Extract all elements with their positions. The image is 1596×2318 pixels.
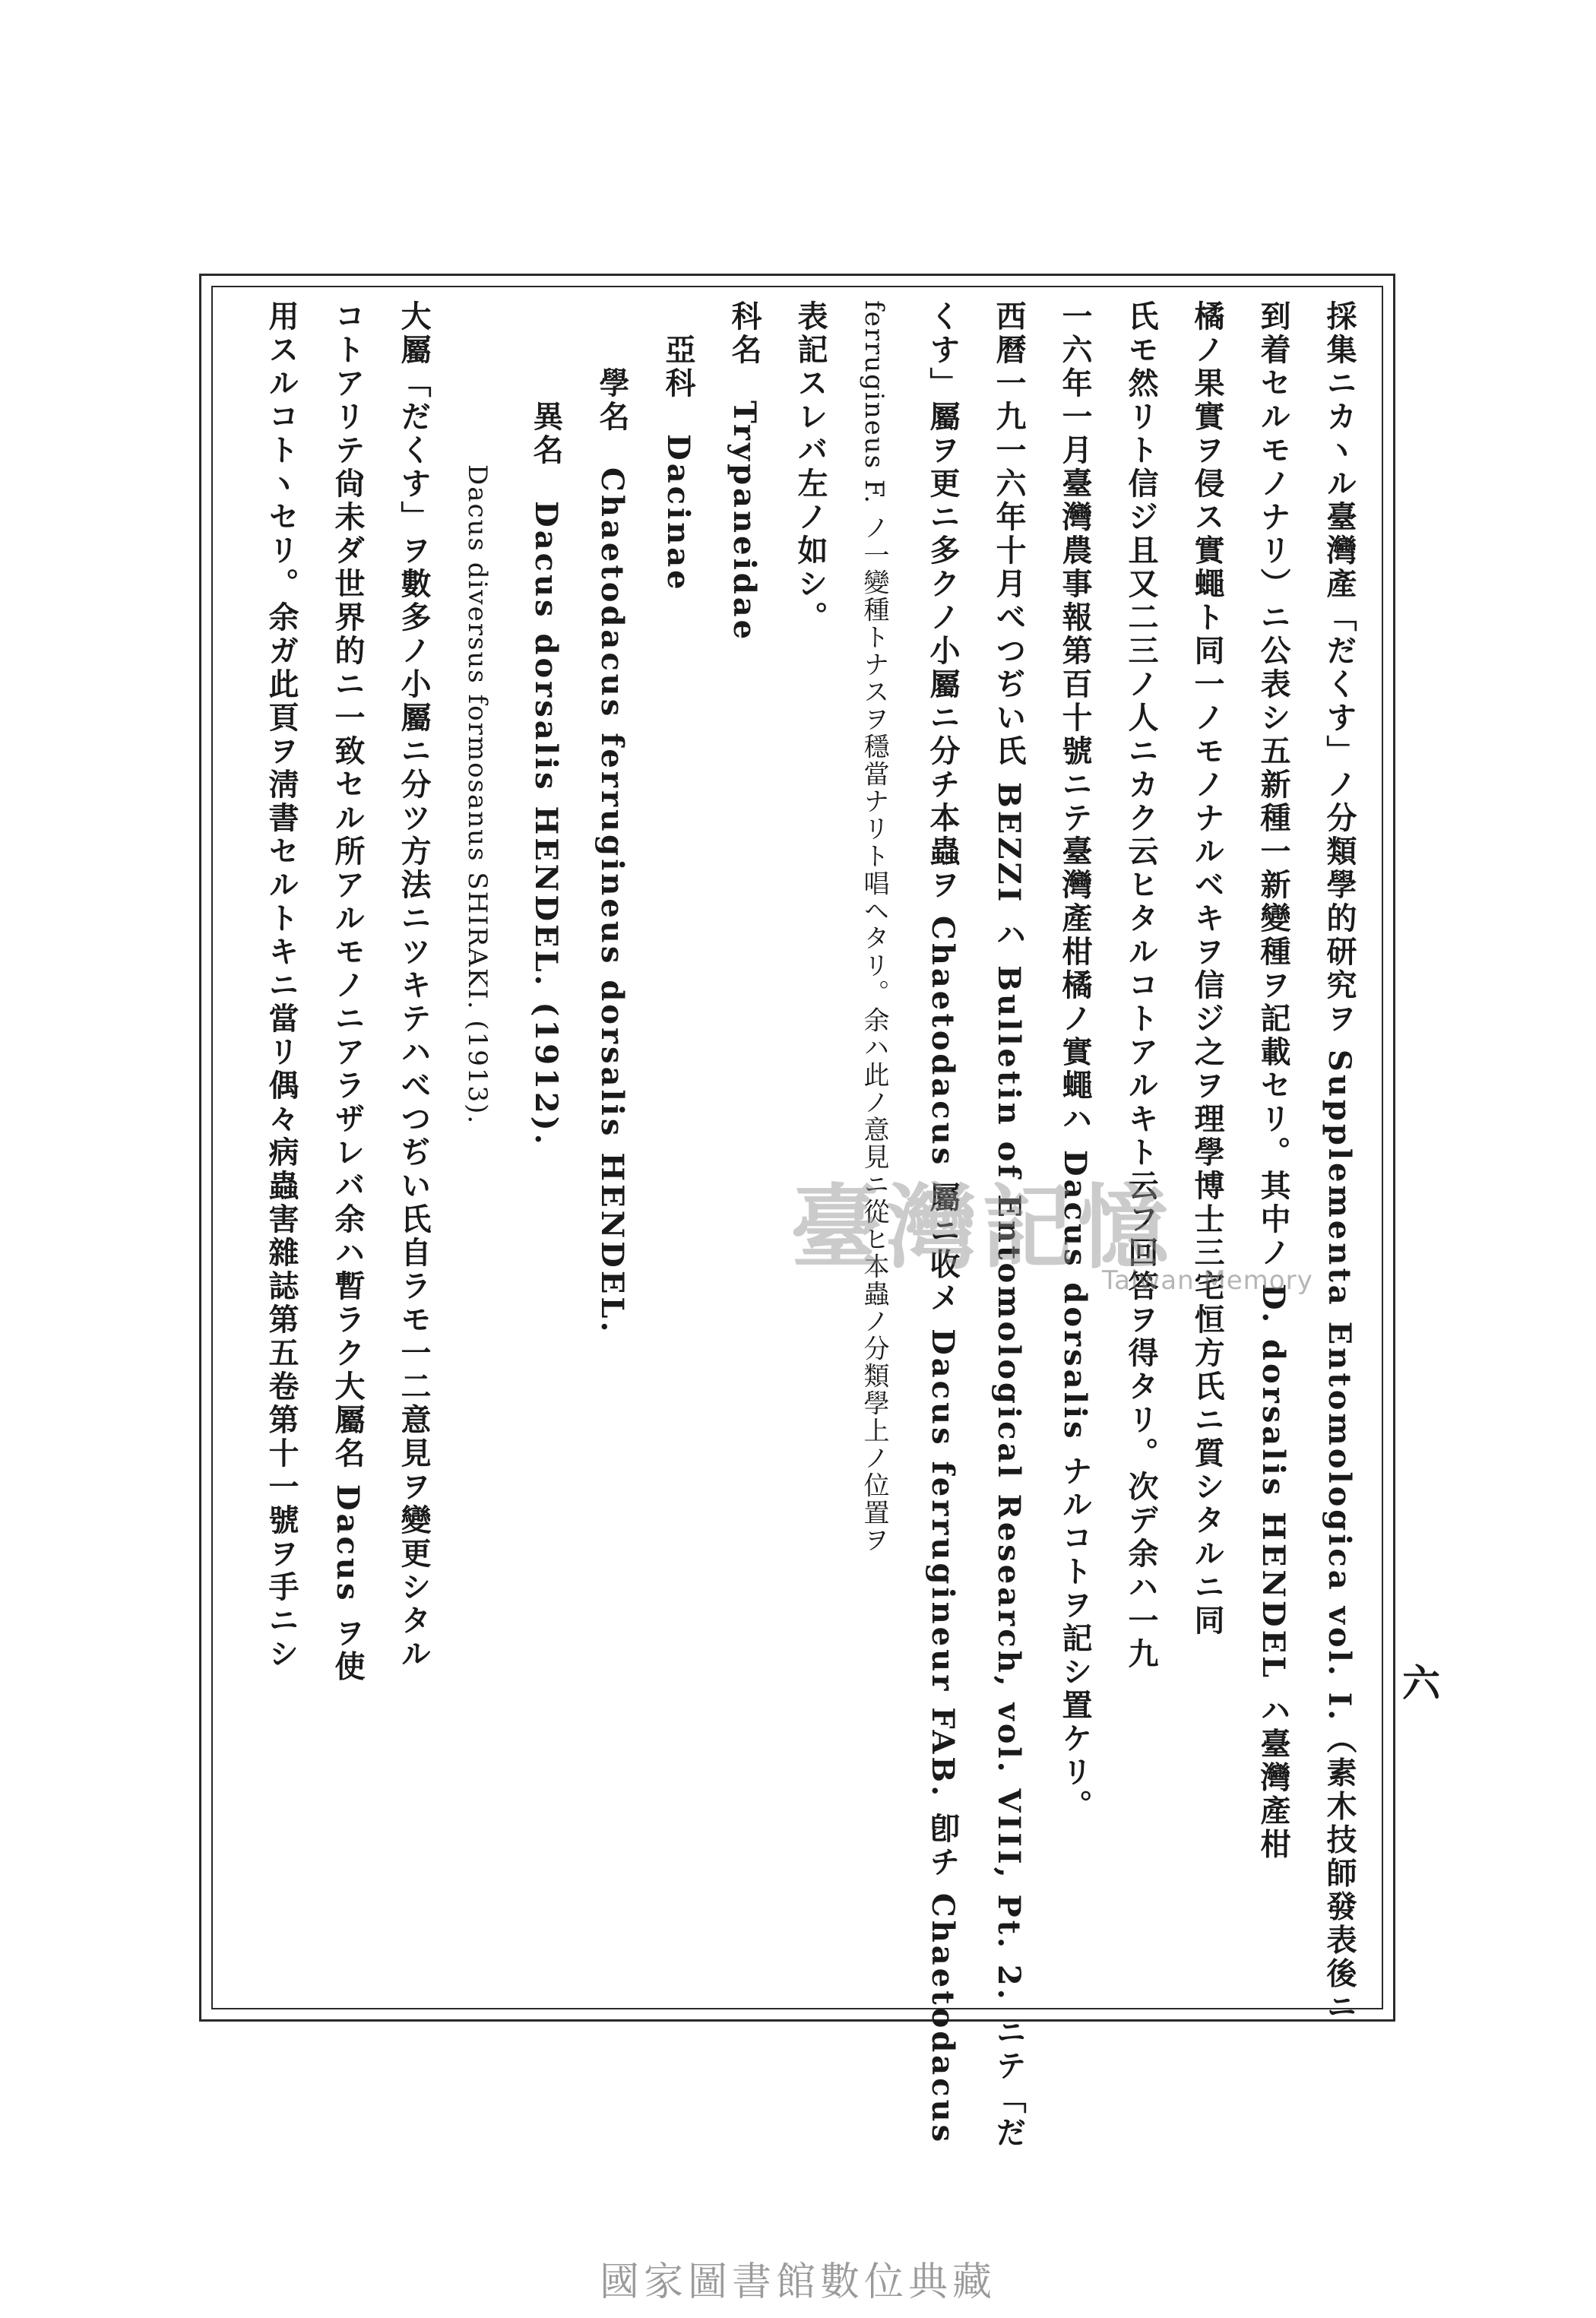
text-column: 表記スレバ左ノ如シ。	[793, 300, 828, 635]
scientific-name-line: 學名 Chaetodacus ferrugineus dorsalis HENDEL.	[594, 300, 630, 1335]
text-column: 一六年一月臺灣農事報第百十號ニテ臺灣產柑橘ノ實蠅ハ Dacus dorsalis ナルコトヲ記シ置ケリ。	[1057, 300, 1093, 1823]
text-column: 用スルコトヽセリ。余ガ此頁ヲ淸書セルトキニ當リ偶々病蟲害雜誌第五卷第十一號ヲ手ニシ	[264, 300, 299, 1671]
text-column: 到着セルモノナリ）ニ公表シ五新種一新變種ヲ記載セリ。其中ノ D. dorsalis HENDEL ハ臺灣產柑	[1256, 300, 1291, 1862]
document-text-block	[228, 300, 1360, 2150]
text-column: 西曆一九一六年十月べつぢい氏 BEZZI ハ Bulletin of Entomological Research, vol. VIII, Pt. 2. ニテ「だ	[991, 300, 1027, 2150]
watermark-english: Taiwan Memory	[1102, 1265, 1313, 1296]
text-column: ferrugineus F. ノ一變種トナスヲ穩當ナリト唱ヘタリ。余ハ此ノ意見ニ從ヒ本蟲ノ分類學上ノ位置ヲ	[859, 300, 889, 1554]
library-footer: 國家圖書館數位典藏	[599, 2259, 996, 2305]
text-column: 氏モ然リト信ジ且又二三ノ人ニカク云ヒタルコトアルキト云フ回答ヲ得タリ。次デ余ハ一九	[1123, 300, 1159, 1671]
family-name-line: 科名 Trypaneidae	[727, 300, 762, 643]
subfamily-line: 亞科 Dacinae	[660, 300, 696, 593]
text-column: くす」屬ヲ更ニ多クノ小屬ニ分チ本蟲ヲ Chaetodacus 屬ニ收メ Dacus ferrugineur FAB. 卽チ Chaetodacus	[925, 300, 961, 2145]
text-column: コトアリテ尙未ダ世界的ニ一致セル所アルモノニアラザレバ余ハ暫ラク大屬名 Dacus ヲ使	[330, 300, 366, 1684]
text-column: 大屬「だくす」ヲ數多ノ小屬ニ分ツ方法ニツキテハべつぢい氏自ラモ一二意見ヲ變更シタル	[396, 300, 432, 1671]
text-column: 橘ノ果實ヲ侵ス實蠅ト同一ノモノナルベキヲ信ジ之ヲ理學博士三宅恒方氏ニ質シタルニ同	[1189, 300, 1225, 1638]
synonym-line: 異名 Dacus dorsalis HENDEL. (1912).	[528, 300, 564, 1148]
page-number: 六	[1402, 1661, 1440, 1705]
watermark-logo: 臺灣記憶	[790, 1174, 1173, 1281]
text-column: 採集ニカヽル臺灣產「だくす」ノ分類學的研究ヲ Supplementa Entomologica vol. I.（素木技師發表後ニ	[1322, 300, 1357, 2025]
synonym-line: Dacus diversus formosanus SHIRAKI. (1913).	[462, 300, 492, 1126]
